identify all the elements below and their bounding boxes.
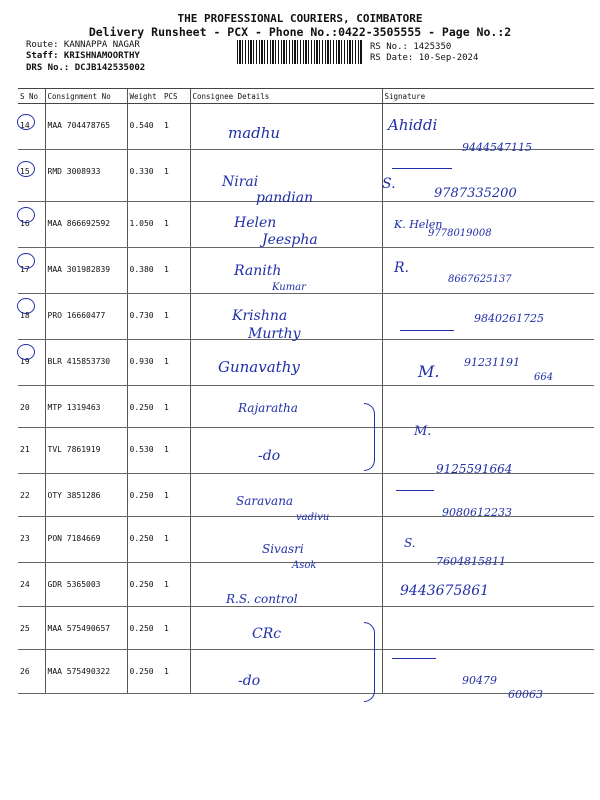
signature-cell (382, 386, 594, 428)
serial-circle-mark (17, 114, 35, 130)
consignment-cell: MAA 575490657 (45, 607, 127, 650)
pcs-cell: 1 (162, 386, 190, 428)
handwritten-consignee: -do (238, 673, 261, 689)
sno-cell: 22 (18, 474, 45, 517)
sno-cell: 21 (18, 428, 45, 474)
handwritten-consignee: -do (258, 448, 281, 464)
weight-cell: 0.540 (127, 104, 162, 150)
pcs-cell: 1 (162, 248, 190, 294)
handwritten-consignee: Kumar (272, 282, 306, 293)
document-title: THE PROFESSIONAL COURIERS, COIMBATORE (177, 12, 423, 25)
consignment-cell: BLR 415853730 (45, 340, 127, 386)
sno-cell: 26 (18, 650, 45, 694)
consignment-cell: MAA 704478765 (45, 104, 127, 150)
handwritten-signature: 91231191 (464, 356, 520, 369)
route-label: Route: KANNAPPA NAGAR (26, 40, 140, 50)
serial-circle-mark (17, 344, 35, 360)
weight-cell: 0.250 (127, 563, 162, 607)
consignment-cell: PRO 16660477 (45, 294, 127, 340)
column-header: S No (18, 89, 45, 104)
serial-circle-mark (17, 207, 35, 223)
consignee-cell (190, 104, 382, 150)
table-header-row (18, 89, 594, 104)
handwritten-consignee: pandian (256, 190, 314, 206)
consignee-cell (190, 428, 382, 474)
sno-cell: 20 (18, 386, 45, 428)
handwritten-signature: 9444547115 (462, 141, 532, 154)
consignment-cell: OTY 3851286 (45, 474, 127, 517)
weight-cell: 0.250 (127, 386, 162, 428)
handwritten-signature: 7604815811 (436, 555, 506, 568)
barcode (237, 40, 362, 64)
pcs-cell: 1 (162, 150, 190, 202)
handwritten-consignee: Sivasri (262, 542, 304, 556)
handwritten-consignee: Ranith (234, 263, 282, 279)
table-row (18, 517, 594, 563)
handwritten-consignee: Asok (292, 560, 317, 571)
handwritten-signature: K. Helen (394, 218, 443, 231)
sno-cell: 19 (18, 340, 45, 386)
handwritten-consignee: madhu (228, 124, 281, 142)
column-header: Consignee Details (190, 89, 382, 104)
handwritten-signature: 60063 (508, 688, 543, 701)
consignee-cell (190, 650, 382, 694)
consignment-cell: MAA 301982839 (45, 248, 127, 294)
pcs-cell: 1 (162, 104, 190, 150)
column-header: PCS (162, 89, 190, 104)
weight-cell: 0.250 (127, 517, 162, 563)
handwritten-signature: R. (394, 260, 409, 276)
signature-cell (382, 607, 594, 650)
consignment-cell: GDR 5365003 (45, 563, 127, 607)
handwritten-signature: 8667625137 (448, 274, 512, 285)
sno-cell: 23 (18, 517, 45, 563)
serial-circle-mark (17, 161, 35, 177)
handwritten-consignee: Rajaratha (238, 401, 298, 415)
handwritten-consignee: Krishna (232, 308, 288, 324)
table-row (18, 248, 594, 294)
grouping-brace-mark (364, 622, 375, 702)
column-header: Signature (382, 89, 594, 104)
sno-cell: 18 (18, 294, 45, 340)
table-row (18, 650, 594, 694)
staff-label: Staff: KRISHNAMOORTHY (26, 51, 140, 61)
signature-cell (382, 248, 594, 294)
pcs-cell: 1 (162, 563, 190, 607)
handwritten-signature: 90479 (462, 674, 497, 687)
table-row (18, 386, 594, 428)
weight-cell: 0.380 (127, 248, 162, 294)
pcs-cell: 1 (162, 202, 190, 248)
handwritten-signature: 9778019008 (428, 228, 492, 239)
weight-cell: 1.050 (127, 202, 162, 248)
pcs-cell: 1 (162, 517, 190, 563)
handwritten-signature: S. (404, 536, 416, 550)
pcs-cell: 1 (162, 340, 190, 386)
signature-stroke-mark (392, 658, 436, 659)
handwritten-signature: M. (418, 362, 440, 381)
sno-cell: 24 (18, 563, 45, 607)
rs-number: RS No.: 1425350 (370, 42, 452, 52)
drs-number: DRS No.: DCJB142535002 (26, 63, 146, 73)
handwritten-consignee: Gunavathy (218, 358, 300, 376)
column-header: Consignment No (45, 89, 127, 104)
handwritten-signature: 9080612233 (442, 506, 512, 519)
handwritten-signature: 9840261725 (474, 312, 544, 325)
pcs-cell: 1 (162, 474, 190, 517)
consignment-cell: TVL 7861919 (45, 428, 127, 474)
weight-cell: 0.930 (127, 340, 162, 386)
rs-date: RS Date: 10-Sep-2024 (370, 53, 479, 63)
consignment-cell: MAA 575490322 (45, 650, 127, 694)
document-subtitle: Delivery Runsheet - PCX - Phone No.:0422-3505555 - Page No.:2 (88, 25, 512, 39)
serial-circle-mark (17, 298, 35, 314)
weight-cell: 0.530 (127, 428, 162, 474)
consignment-cell: RMD 3008933 (45, 150, 127, 202)
consignment-cell: MTP 1319463 (45, 386, 127, 428)
signature-stroke-mark (392, 168, 452, 169)
handwritten-consignee: R.S. control (226, 592, 298, 606)
runsheet-table (18, 88, 594, 694)
signature-stroke-mark (396, 490, 434, 491)
handwritten-signature: M. (414, 424, 432, 439)
serial-circle-mark (17, 253, 35, 269)
handwritten-signature: S. (382, 176, 396, 192)
handwritten-consignee: Jeespha (262, 232, 318, 248)
handwritten-consignee: Nirai (222, 174, 259, 190)
handwritten-consignee: vadivu (296, 512, 330, 523)
consignment-cell: PON 7184669 (45, 517, 127, 563)
weight-cell: 0.250 (127, 474, 162, 517)
grouping-brace-mark (364, 403, 375, 471)
sno-cell: 17 (18, 248, 45, 294)
handwritten-consignee: CRc (252, 626, 282, 642)
consignee-cell (190, 607, 382, 650)
pcs-cell: 1 (162, 650, 190, 694)
handwritten-signature: 9443675861 (400, 583, 490, 599)
sno-cell: 16 (18, 202, 45, 248)
signature-stroke-mark (400, 330, 454, 331)
column-header: Weight (127, 89, 162, 104)
weight-cell: 0.250 (127, 607, 162, 650)
handwritten-signature: Ahiddi (388, 116, 438, 134)
handwritten-signature: 9787335200 (434, 186, 517, 201)
weight-cell: 0.250 (127, 650, 162, 694)
sno-cell: 25 (18, 607, 45, 650)
table-row (18, 607, 594, 650)
pcs-cell: 1 (162, 294, 190, 340)
pcs-cell: 1 (162, 428, 190, 474)
handwritten-consignee: Murthy (248, 326, 301, 342)
handwritten-signature: 9125591664 (436, 462, 513, 476)
weight-cell: 0.330 (127, 150, 162, 202)
sno-cell: 15 (18, 150, 45, 202)
handwritten-signature: 664 (534, 372, 554, 383)
handwritten-consignee: Helen (234, 215, 277, 231)
consignment-cell: MAA 866692592 (45, 202, 127, 248)
handwritten-consignee: Saravana (236, 494, 294, 508)
weight-cell: 0.730 (127, 294, 162, 340)
sno-cell: 14 (18, 104, 45, 150)
pcs-cell: 1 (162, 607, 190, 650)
